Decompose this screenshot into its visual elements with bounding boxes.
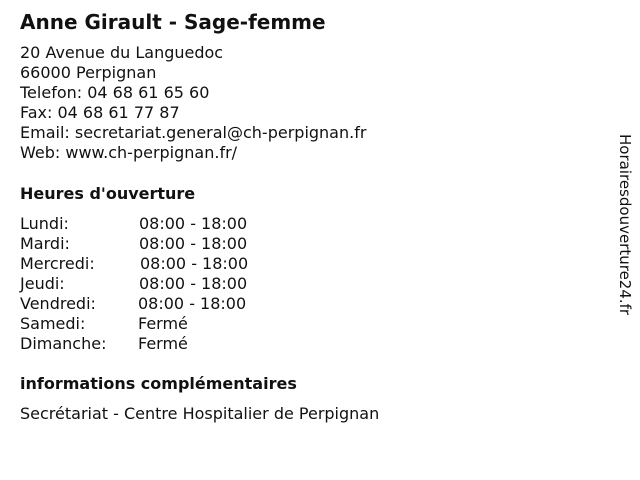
day-label: Jeudi: xyxy=(20,274,65,293)
contact-block xyxy=(20,43,366,163)
address-city: 66000 Perpignan xyxy=(20,63,157,82)
site-brand-vertical: Horairesdouverture24.fr xyxy=(616,134,634,316)
opening-hours-heading: Heures d'ouverture xyxy=(20,184,196,203)
page-title: Anne Girault - Sage-femme xyxy=(20,10,326,34)
time-value: 08:00 - 18:00 xyxy=(138,294,247,313)
day-label: Dimanche: xyxy=(20,334,107,353)
time-value: 08:00 - 18:00 xyxy=(140,254,249,273)
time-value: Fermé xyxy=(138,334,188,353)
hours-row-monday xyxy=(20,214,280,234)
day-label: Lundi: xyxy=(20,214,69,233)
day-label: Mardi: xyxy=(20,234,70,253)
fax-number: Fax: 04 68 61 77 87 xyxy=(20,103,180,122)
email-address: Email: secretariat.general@ch-perpignan.fr xyxy=(20,123,367,142)
time-value: 08:00 - 18:00 xyxy=(139,214,248,233)
day-label: Mercredi: xyxy=(20,254,95,273)
hours-row-sunday xyxy=(20,334,280,354)
hours-row-saturday xyxy=(20,314,280,334)
hours-row-wednesday xyxy=(20,254,280,274)
hours-row-tuesday xyxy=(20,234,280,254)
website-url: Web: www.ch-perpignan.fr/ xyxy=(20,143,238,162)
time-value: Fermé xyxy=(138,314,188,333)
time-value: 08:00 - 18:00 xyxy=(139,234,248,253)
phone-number: Telefon: 04 68 61 65 60 xyxy=(20,83,210,102)
day-label: Samedi: xyxy=(20,314,86,333)
hours-row-friday xyxy=(20,294,280,314)
opening-hours-table xyxy=(20,214,280,354)
additional-info-text: Secrétariat - Centre Hospitalier de Perpignan xyxy=(20,404,380,423)
address-street: 20 Avenue du Languedoc xyxy=(20,43,224,62)
additional-info-heading: informations complémentaires xyxy=(20,374,297,393)
hours-row-thursday xyxy=(20,274,280,294)
time-value: 08:00 - 18:00 xyxy=(139,274,248,293)
day-label: Vendredi: xyxy=(20,294,96,313)
